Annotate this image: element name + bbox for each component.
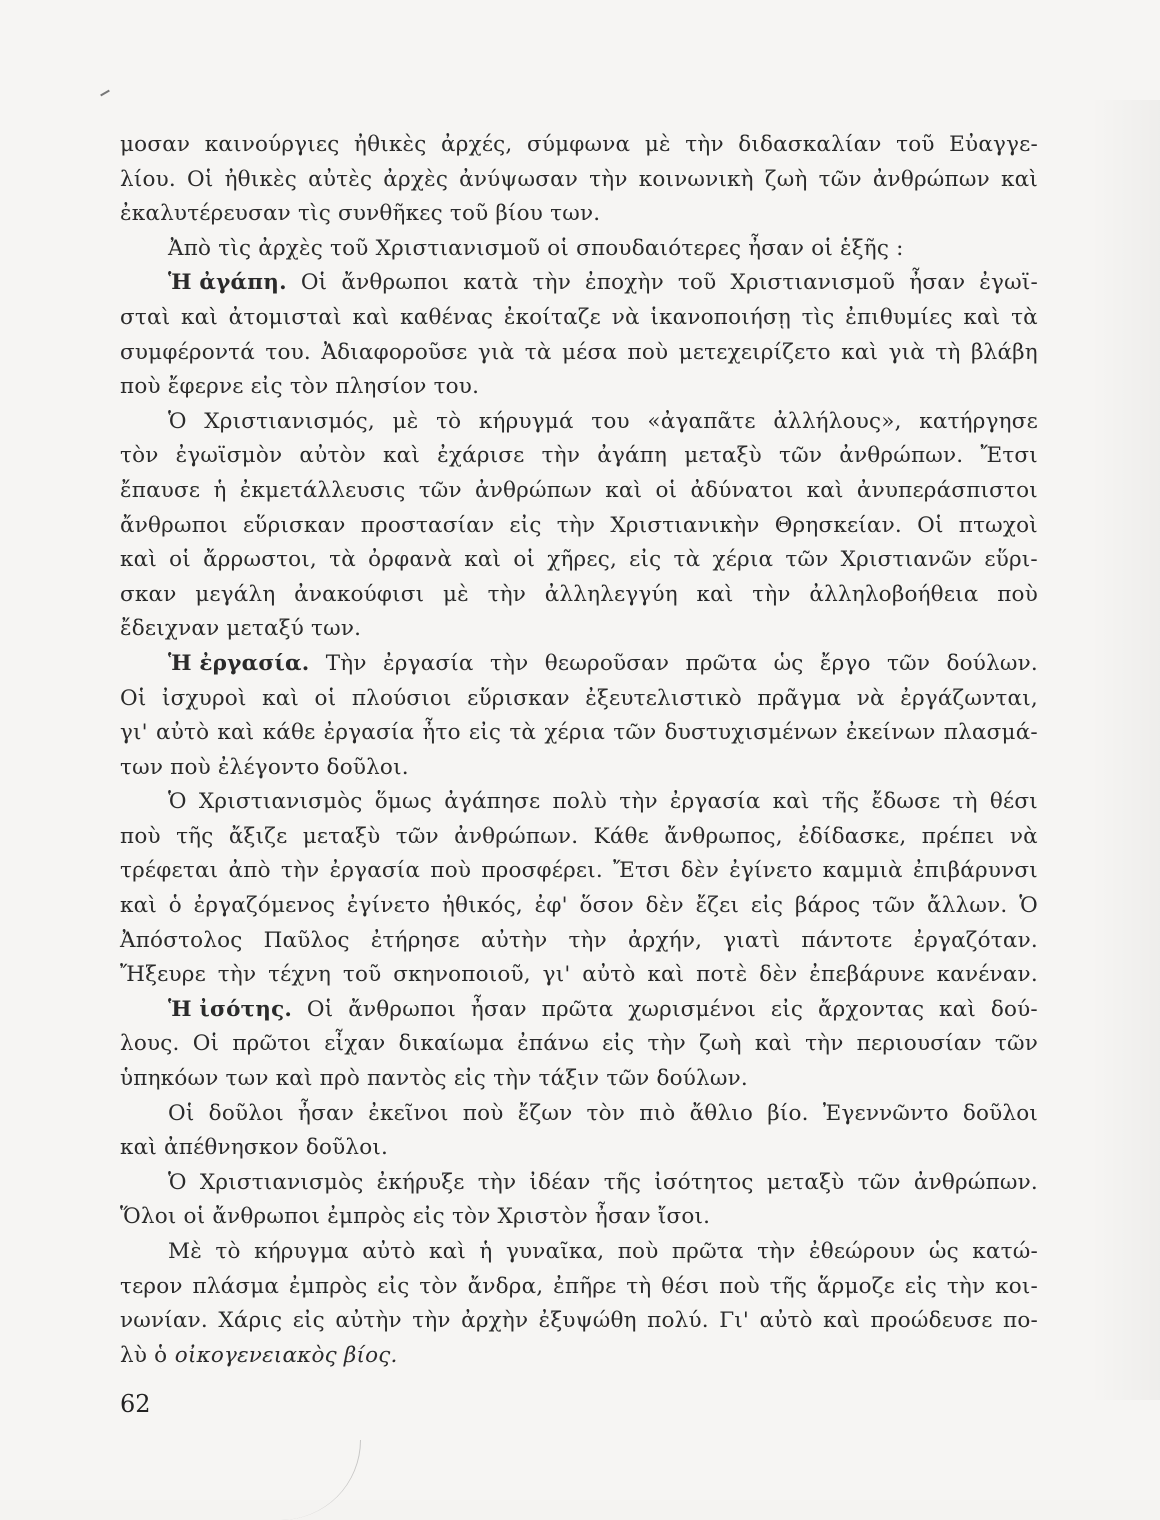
text-line: Ἡ ἐργασία. Τὴν ἐργασία τὴν θεωροῦσαν πρῶτα ὡς ἔργο τῶν δούλων. [120, 647, 1038, 682]
text-line: ποὺ ἔφερνε εἰς τὸν πλησίον του. [120, 374, 480, 400]
text-line: ἔπαυσε ἡ ἐκμετάλλευσις τῶν ἀνθρώπων καὶ οἱ ἀδύνατοι καὶ ἀνυπεράσπιστοι [120, 477, 1038, 503]
page-number: 62 [120, 1390, 151, 1418]
text-line: ὑπηκόων των καὶ πρὸ παντὸς εἰς τὴν τάξιν τῶν δούλων. [120, 1066, 748, 1092]
text-line: καὶ ὁ ἐργαζόμενος ἐγίνετο ἠθικός, ἐφ' ὅσον δὲν ἔζει εἰς βάρος τῶν ἄλλων. Ὁ [120, 893, 1038, 919]
text-line: καὶ οἱ ἄρρωστοι, τὰ ὀρφανὰ καὶ οἱ χῆρες, εἰς τὰ χέρια τῶν Χριστιανῶν εὕρι- [120, 547, 1038, 573]
text-line: συμφέροντά του. Ἀδιαφοροῦσε γιὰ τὰ μέσα ποὺ μετεχειρίζετο καὶ γιὰ τὴ βλάβη [120, 339, 1038, 365]
text-line: ἄνθρωποι εὕρισκαν προστασίαν εἰς τὴν Χριστιανικὴν Θρησκείαν. Οἱ πτωχοὶ [120, 512, 1038, 538]
section-heading: Ἡ ἰσότης. [168, 996, 293, 1022]
page-curl [240, 1440, 361, 1520]
section-heading: Ἡ ἀγάπη. [168, 270, 287, 296]
text-line: Ἀπὸ τὶς ἀρχὲς τοῦ Χριστιανισμοῦ οἱ σπουδαιότερες ἦσαν οἱ ἑξῆς : [168, 235, 904, 261]
page-edge-shadow [1090, 100, 1160, 1400]
text-line: τὸν ἐγωϊσμὸν αὐτὸν καὶ ἐχάρισε τὴν ἀγάπη μεταξὺ τῶν ἀνθρώπων. Ἔτσι [120, 443, 1038, 469]
text-line: σκαν μεγάλη ἀνακούφισι μὲ τὴν ἀλληλεγγύη καὶ τὴν ἀλληλοβοήθεια ποὺ [120, 581, 1038, 607]
scan-speck [100, 90, 110, 97]
text-line: Ἀπόστολος Παῦλος ἐτήρησε αὐτὴν τὴν ἀρχήν, γιατὶ πάντοτε ἐργαζόταν. [120, 927, 1038, 953]
text-line: Οἱ δοῦλοι ἦσαν ἐκεῖνοι ποὺ ἔζων τὸν πιὸ ἄθλιο βίο. Ἐγεννῶντο δοῦλοι [168, 1100, 1038, 1126]
text-line: σταὶ καὶ ἀτομισταὶ καὶ καθένας ἐκοίταζε νὰ ἱκανοποιήσῃ τὶς ἐπιθυμίες καὶ τὰ [120, 304, 1038, 330]
text-line: Ὁ Χριστιανισμὸς ἐκήρυξε τὴν ἰδέαν τῆς ἰσότητος μεταξὺ τῶν ἀνθρώπων. [168, 1169, 1038, 1195]
text-line: ποὺ τῆς ἄξιζε μεταξὺ τῶν ἀνθρώπων. Κάθε ἄνθρωπος, ἐδίδασκε, πρέπει νὰ [120, 823, 1038, 849]
text-line: των ποὺ ἐλέγοντο δοῦλοι. [120, 754, 409, 780]
text-line: λὺ ὁ οἰκογενειακὸς βίος. [120, 1342, 398, 1368]
text-line: Ἤξευρε τὴν τέχνη τοῦ σκηνοποιοῦ, γι' αὐτὸ καὶ ποτὲ δὲν ἐπεβάρυνε κανέναν. [120, 962, 1038, 988]
text-line: Οἱ ἰσχυροὶ καὶ οἱ πλούσιοι εὕρισκαν ἐξευτελιστικὸ πρᾶγμα νὰ ἐργάζωνται, [120, 685, 1038, 711]
text-line: ἔδειχναν μεταξύ των. [120, 616, 362, 642]
body-text [120, 128, 1038, 1373]
text-line: τερον πλάσμα ἐμπρὸς εἰς τὸν ἄνδρα, ἐπῆρε τὴ θέσι ποὺ τῆς ἅρμοζε εἰς τὴν κοι- [120, 1273, 1038, 1299]
text-line: νωνίαν. Χάρις εἰς αὐτὴν τὴν ἀρχὴν ἐξυψώθη πολύ. Γι' αὐτὸ καὶ προώδευσε πο- [120, 1308, 1038, 1334]
text-line: λίου. Οἱ ἠθικὲς αὐτὲς ἀρχὲς ἀνύψωσαν τὴν κοινωνικὴ ζωὴ τῶν ἀνθρώπων καὶ [120, 166, 1038, 192]
text-line: λους. Οἱ πρῶτοι εἶχαν δικαίωμα ἐπάνω εἰς τὴν ζωὴ καὶ τὴν περιουσίαν τῶν [120, 1031, 1038, 1057]
text-line: μοσαν καινούργιες ἠθικὲς ἀρχές, σύμφωνα μὲ τὴν διδασκαλίαν τοῦ Εὐαγγε- [120, 132, 1038, 157]
text-line: Ὁ Χριστιανισμός, μὲ τὸ κήρυγμά του «ἀγαπᾶτε ἀλλήλους», κατήργησε [168, 408, 1038, 434]
text-line: Ὁ Χριστιανισμὸς ὅμως ἀγάπησε πολὺ τὴν ἐργασία καὶ τῆς ἔδωσε τὴ θέσι [168, 789, 1038, 815]
section-heading: Ἡ ἐργασία. [168, 650, 310, 676]
text-line: τρέφεται ἀπὸ τὴν ἐργασία ποὺ προσφέρει. Ἔτσι δὲν ἐγίνετο καμμιὰ ἐπιβάρυνσι [120, 858, 1038, 884]
text-line: Μὲ τὸ κήρυγμα αὐτὸ καὶ ἡ γυναῖκα, ποὺ πρῶτα τὴν ἐθεώρουν ὡς κατώ- [168, 1239, 1038, 1264]
text-line: Ἡ ἰσότης. Οἱ ἄνθρωποι ἦσαν πρῶτα χωρισμένοι εἰς ἄρχοντας καὶ δού- [120, 993, 1038, 1028]
text-line: καὶ ἀπέθνησκον δοῦλοι. [120, 1135, 389, 1161]
text-line: ἐκαλυτέρευσαν τὶς συνθῆκες τοῦ βίου των. [120, 201, 601, 227]
text-line: γι' αὐτὸ καὶ κάθε ἐργασία ἦτο εἰς τὰ χέρια τῶν δυστυχισμένων ἐκείνων πλασμά- [120, 720, 1038, 746]
text-line: Ὅλοι οἱ ἄνθρωποι ἐμπρὸς εἰς τὸν Χριστὸν ἦσαν ἴσοι. [120, 1204, 711, 1230]
text-line: Ἡ ἀγάπη. Οἱ ἄνθρωποι κατὰ τὴν ἐποχὴν τοῦ Χριστιανισμοῦ ἦσαν ἐγωϊ- [120, 266, 1038, 301]
